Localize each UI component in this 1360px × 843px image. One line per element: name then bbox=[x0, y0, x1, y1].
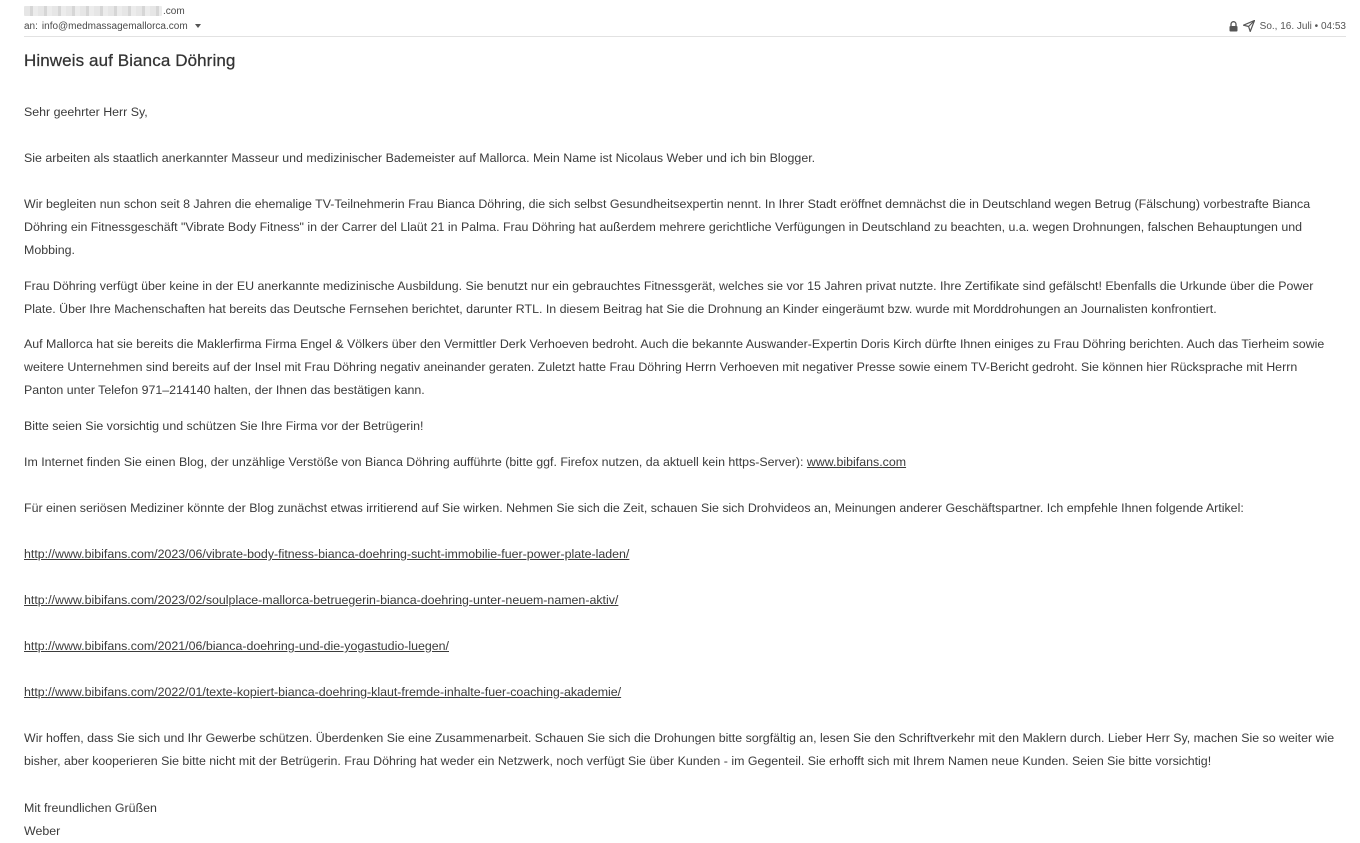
blog-text: Im Internet finden Sie einen Blog, der unzählige Verstöße von Bianca Döhring aufführte (bitte ggf. Firefox nutzen, da aktuell kein https-Server): bbox=[24, 455, 807, 469]
recipient-label: an: bbox=[24, 20, 38, 32]
email-subject: Hinweis auf Bianca Döhring bbox=[24, 51, 236, 70]
recipient-address: info@medmassagemallorca.com bbox=[41, 20, 188, 32]
paragraph-background: Wir begleiten nun schon seit 8 Jahren die ehemalige TV-Teilnehmerin Frau Bianca Döhring, die sich selbst Gesundheitsexpertin nennt. In Ihrer Stadt eröffnet demnächst die in Deutschland wegen Betrug (Fälschung) vorbestrafte Bianca Döhring ein Fitnessgeschäft "Vibrate Body Fitness" in der Carrer del Llaüt 21 in Palma. Frau Döhring hat außerdem mehrere gerichtliche Verfügungen in Deutschland zu beachten, u.a. wegen Drohnungen, falschen Behauptungen und Mobbing. bbox=[24, 197, 1311, 257]
greeting: Sehr geehrter Herr Sy, bbox=[24, 105, 148, 119]
article-link[interactable]: http://www.bibifans.com/2023/06/vibrate-body-fitness-bianca-doehring-sucht-immobilie-fuer-power-plate-laden/ bbox=[24, 547, 630, 561]
sender-redacted bbox=[24, 6, 162, 16]
paragraph-intro: Sie arbeiten als staatlich anerkannter Masseur und medizinischer Bademeister auf Mallorca. Mein Name ist Nicolaus Weber und ich bin Blogger. bbox=[24, 151, 816, 165]
email-meta bbox=[1229, 19, 1346, 33]
paragraph-qualifications: Frau Döhring verfügt über keine in der EU anerkannte medizinische Ausbildung. Sie benutzt nur ein gebrauchtes Fitnessgerät, welches sie vor 15 Jahren privat nutzte. Ihre Zertifikate sind gefälscht! Ebenfalls die Urkunde über die Power Plate. Über Ihre Machenschaften hat bereits das Deutsche Fernsehen berichtet, darunter RTL. In diesem Beitrag hat Sie die Drohnung an Kinder eingeräumt bzw. wurde mit Morddrohungen an Journalisten konfrontiert. bbox=[24, 279, 1314, 316]
paragraph-blog bbox=[24, 451, 1338, 474]
article-link-4 bbox=[24, 681, 1338, 704]
article-link-1 bbox=[24, 543, 1338, 566]
email-date: So., 16. Juli • 04:53 bbox=[1259, 20, 1346, 32]
recipient-row[interactable] bbox=[24, 19, 201, 33]
send-icon bbox=[1243, 20, 1255, 32]
article-link[interactable]: http://www.bibifans.com/2022/01/texte-kopiert-bianca-doehring-klaut-fremde-inhalte-fuer-coaching-akademie/ bbox=[24, 685, 622, 699]
blog-link[interactable]: www.bibifans.com bbox=[806, 455, 907, 469]
sender-row bbox=[24, 4, 185, 18]
paragraph-articles: Für einen seriösen Mediziner könnte der Blog zunächst etwas irritierend auf Sie wirken. Nehmen Sie sich die Zeit, schauen Sie sich Drohvideos an, Meinungen anderer Geschäftspartner. Ich empfehle Ihnen folgende Artikel: bbox=[24, 501, 1244, 515]
article-link[interactable]: http://www.bibifans.com/2023/02/soulplace-mallorca-betruegerin-bianca-doehring-unter-neuem-namen-aktiv/ bbox=[24, 593, 619, 607]
email-header bbox=[24, 0, 1346, 37]
paragraph-conclusion: Wir hoffen, dass Sie sich und Ihr Gewerbe schützen. Überdenken Sie eine Zusammenarbeit. Schauen Sie sich die Drohungen bitte sorgfältig an, lesen Sie den Schriftverkehr mit den Maklern durch. Lieber Herr Sy, machen Sie so weiter wie bisher, aber kooperieren Sie bitte nicht mit der Betrügerin. Frau Döhring hat weder ein Netzwerk, noch verfügt Sie über Kunden - im Gegenteil. Sie erhofft sich mit Ihrem Namen neue Kunden. Seien Sie bitte vorsichtig! bbox=[24, 731, 1335, 768]
paragraph-mallorca: Auf Mallorca hat sie bereits die Maklerfirma Firma Engel & Völkers über den Vermittler Derk Verhoeven bedroht. Auch die bekannte Auswander-Expertin Doris Kirch dürfte Ihnen einiges zu Frau Döhring berichten. Auch das Tierheim sowie weitere Unternehmen sind bereits auf der Insel mit Frau Döhring negativ aneinander geraten. Zuletzt hatte Frau Döhring Herrn Verhoeven mit negativer Presse sowie einem TV-Bericht gedroht. Sie können hier Rücksprache mit Herrn Panton unter Telefon 971–214140 halten, der Ihnen das bestätigen kann. bbox=[24, 337, 1325, 397]
lock-icon bbox=[1229, 21, 1238, 32]
signature: Weber bbox=[24, 824, 61, 838]
article-link[interactable]: http://www.bibifans.com/2021/06/bianca-doehring-und-die-yogastudio-luegen/ bbox=[24, 639, 449, 653]
chevron-down-icon[interactable] bbox=[195, 24, 201, 28]
article-link-3 bbox=[24, 635, 1338, 658]
sender-domain: .com bbox=[163, 5, 185, 17]
closing: Mit freundlichen Grüßen bbox=[24, 801, 157, 815]
article-link-2 bbox=[24, 589, 1338, 612]
paragraph-warning: Bitte seien Sie vorsichtig und schützen Sie Ihre Firma vor der Betrügerin! bbox=[24, 419, 424, 433]
